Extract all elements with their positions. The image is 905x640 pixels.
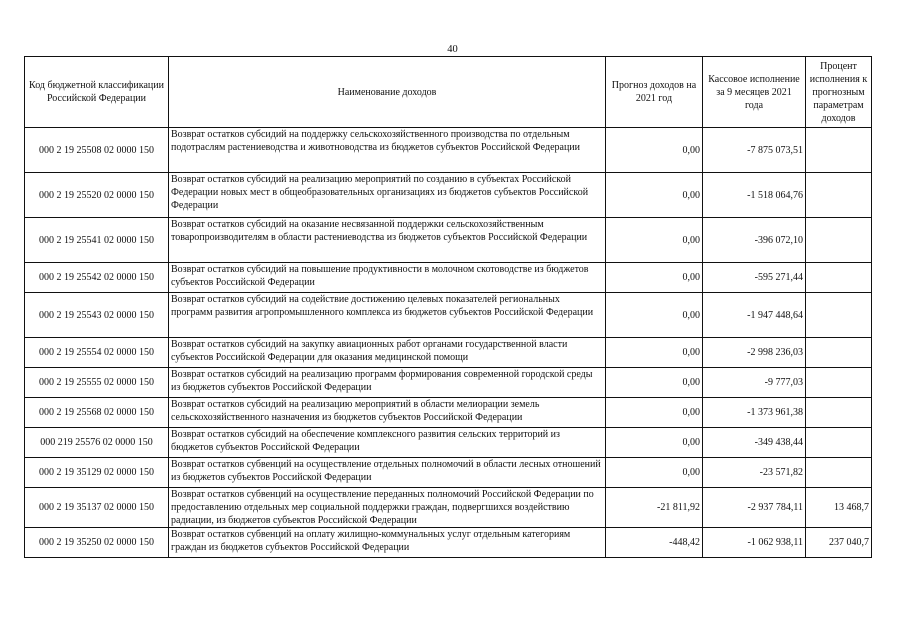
- percent-value: [806, 398, 872, 428]
- table-row: [25, 398, 872, 428]
- percent-value: [806, 218, 872, 263]
- table-header-row: [25, 57, 872, 128]
- revenue-name: Возврат остатков субсидий на поддержку сельскохозяйственного производства по отдельным подотраслям растениеводства и животноводства из бюджетов субъектов Российской Федерации: [169, 128, 606, 173]
- forecast-value: 0,00: [606, 458, 703, 488]
- forecast-value: 0,00: [606, 263, 703, 293]
- forecast-value: 0,00: [606, 398, 703, 428]
- budget-code: 000 219 25576 02 0000 150: [25, 428, 169, 458]
- revenue-name: Возврат остатков субсидий на реализацию мероприятий по созданию в субъектах Российской Федерации новых мест в общеобразовательных организациях из бюджетов субъектов Российской Федерации: [169, 173, 606, 218]
- budget-code: 000 2 19 35129 02 0000 150: [25, 458, 169, 488]
- table-row: [25, 293, 872, 338]
- revenue-name: Возврат остатков субсидий на закупку авиационных работ органами государственной власти субъектов Российской Федерации для оказания медицинской помощи: [169, 338, 606, 368]
- execution-value: -1 947 448,64: [703, 293, 806, 338]
- table-row: [25, 128, 872, 173]
- budget-code: 000 2 19 35250 02 0000 150: [25, 528, 169, 558]
- budget-code: 000 2 19 25542 02 0000 150: [25, 263, 169, 293]
- revenue-name: Возврат остатков субсидий на оказание несвязанной поддержки сельскохозяйственным товаропроизводителям в области растениеводства из бюджетов субъектов Российской Федерации: [169, 218, 606, 263]
- header-name: Наименование доходов: [169, 57, 606, 128]
- revenue-name: Возврат остатков субсидий на обеспечение комплексного развития сельских территорий из бюджетов субъектов Российской Федерации: [169, 428, 606, 458]
- percent-value: 13 468,7: [806, 488, 872, 528]
- execution-value: -349 438,44: [703, 428, 806, 458]
- forecast-value: 0,00: [606, 128, 703, 173]
- budget-code: 000 2 19 25568 02 0000 150: [25, 398, 169, 428]
- execution-value: -9 777,03: [703, 368, 806, 398]
- percent-value: [806, 293, 872, 338]
- forecast-value: 0,00: [606, 368, 703, 398]
- revenue-table: [24, 56, 872, 558]
- table-row: [25, 263, 872, 293]
- page-number: 40: [447, 44, 458, 55]
- execution-value: -2 937 784,11: [703, 488, 806, 528]
- budget-code: 000 2 19 25520 02 0000 150: [25, 173, 169, 218]
- table-row: [25, 428, 872, 458]
- revenue-name: Возврат остатков субсидий на содействие достижению целевых показателей региональных программ развития агропромышленного комплекса из бюджетов субъектов Российской Федерации: [169, 293, 606, 338]
- percent-value: [806, 338, 872, 368]
- percent-value: [806, 428, 872, 458]
- budget-code: 000 2 19 25554 02 0000 150: [25, 338, 169, 368]
- table-row: [25, 338, 872, 368]
- header-code: Код бюджетной классификации Российской Федерации: [25, 57, 169, 128]
- revenue-name: Возврат остатков субсидий на повышение продуктивности в молочном скотоводстве из бюджетов субъектов Российской Федерации: [169, 263, 606, 293]
- header-percent: Процент исполнения к прогнозным параметрам доходов: [806, 57, 872, 128]
- execution-value: -1 062 938,11: [703, 528, 806, 558]
- forecast-value: 0,00: [606, 218, 703, 263]
- forecast-value: -21 811,92: [606, 488, 703, 528]
- percent-value: [806, 128, 872, 173]
- revenue-name: Возврат остатков субвенций на осуществление переданных полномочий Российской Федерации по предоставлению отдельных мер социальной поддержки граждан, подвергшихся воздействию радиации, из бюджетов субъектов Российской Федерации: [169, 488, 606, 528]
- table-row: [25, 218, 872, 263]
- execution-value: -1 518 064,76: [703, 173, 806, 218]
- revenue-name: Возврат остатков субвенций на оплату жилищно-коммунальных услуг отдельным категориям граждан из бюджетов субъектов Российской Федерации: [169, 528, 606, 558]
- forecast-value: 0,00: [606, 428, 703, 458]
- budget-code: 000 2 19 25508 02 0000 150: [25, 128, 169, 173]
- execution-value: -1 373 961,38: [703, 398, 806, 428]
- table-row: [25, 173, 872, 218]
- forecast-value: 0,00: [606, 338, 703, 368]
- budget-code: 000 2 19 25543 02 0000 150: [25, 293, 169, 338]
- execution-value: -23 571,82: [703, 458, 806, 488]
- percent-value: [806, 368, 872, 398]
- header-execution: Кассовое исполнение за 9 месяцев 2021 года: [703, 57, 806, 128]
- revenue-name: Возврат остатков субсидий на реализацию программ формирования современной городской среды из бюджетов субъектов Российской Федерации: [169, 368, 606, 398]
- budget-code: 000 2 19 25541 02 0000 150: [25, 218, 169, 263]
- percent-value: 237 040,7: [806, 528, 872, 558]
- revenue-name: Возврат остатков субсидий на реализацию мероприятий в области мелиорации земель сельскохозяйственного назначения из бюджетов субъектов Российской Федерации: [169, 398, 606, 428]
- table-row: [25, 528, 872, 558]
- forecast-value: -448,42: [606, 528, 703, 558]
- execution-value: -7 875 073,51: [703, 128, 806, 173]
- table-row: [25, 458, 872, 488]
- execution-value: -595 271,44: [703, 263, 806, 293]
- percent-value: [806, 458, 872, 488]
- revenue-name: Возврат остатков субвенций на осуществление отдельных полномочий в области лесных отношений из бюджетов субъектов Российской Федерации: [169, 458, 606, 488]
- percent-value: [806, 173, 872, 218]
- forecast-value: 0,00: [606, 293, 703, 338]
- budget-code: 000 2 19 25555 02 0000 150: [25, 368, 169, 398]
- execution-value: -2 998 236,03: [703, 338, 806, 368]
- percent-value: [806, 263, 872, 293]
- forecast-value: 0,00: [606, 173, 703, 218]
- table-row: [25, 368, 872, 398]
- header-forecast: Прогноз доходов на 2021 год: [606, 57, 703, 128]
- table-row: [25, 488, 872, 528]
- budget-code: 000 2 19 35137 02 0000 150: [25, 488, 169, 528]
- execution-value: -396 072,10: [703, 218, 806, 263]
